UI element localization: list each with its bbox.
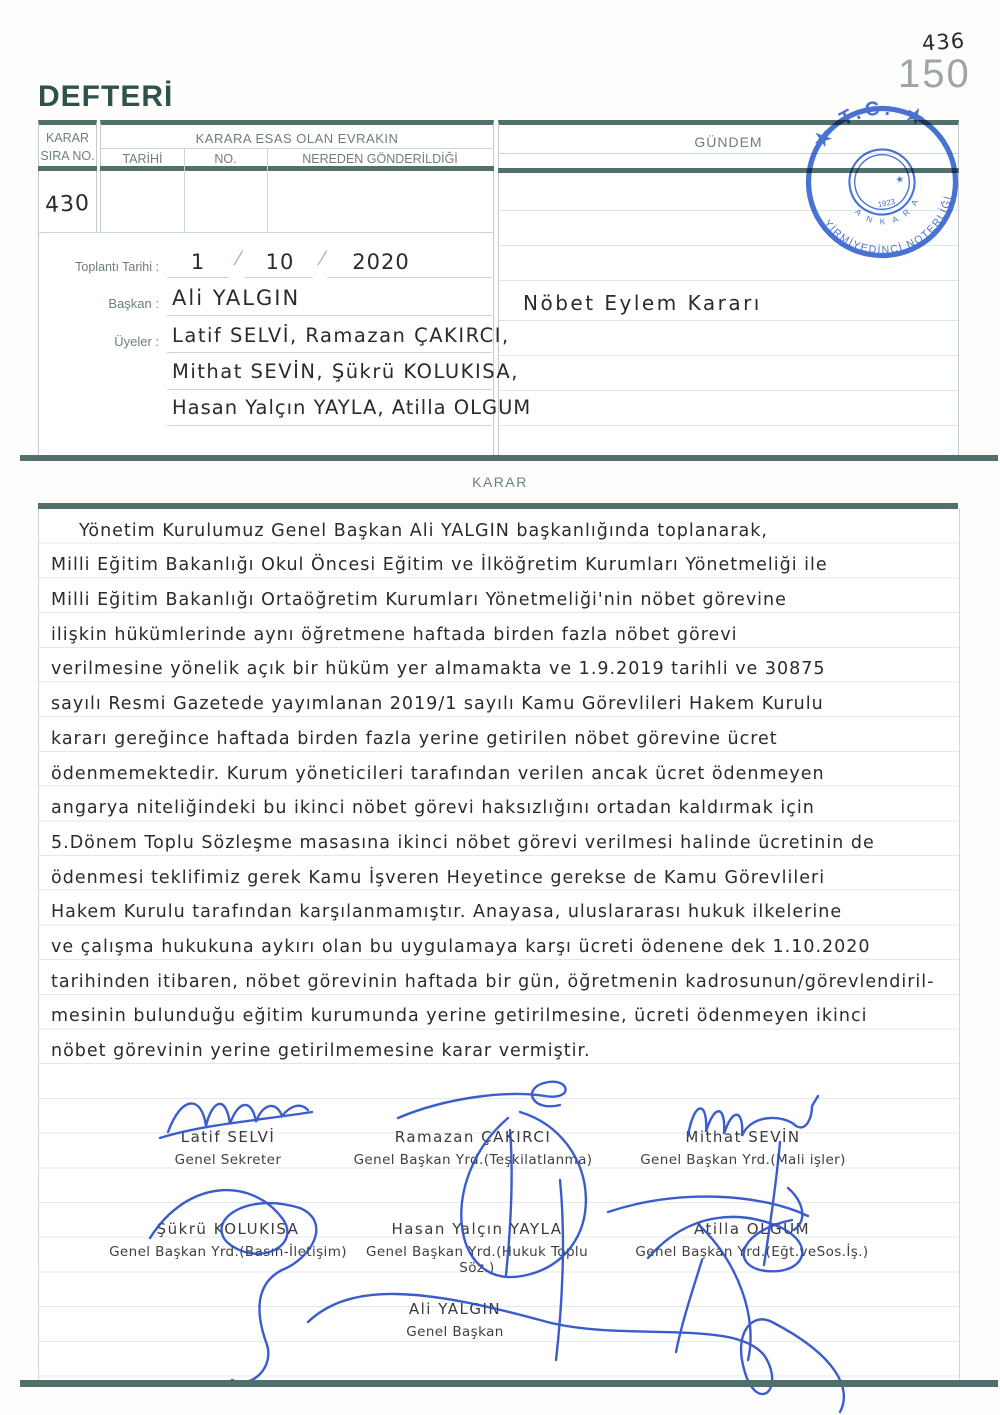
signatory-title: Genel Başkan Yrd.(Teşkilatlanma) [353,1152,593,1168]
decision-line: verilmesine yönelik açık bir hüküm yer almamakta ve 1.9.2019 tarihli ve 30875 [51,659,826,680]
signature-ali-yalgin-ink [308,1180,844,1412]
members-line: Latif SELVİ, Ramazan ÇAKIRCI, [172,324,510,347]
chairman-label: Başkan : [108,296,159,311]
signatory-name: Mithat SEVİN [685,1128,801,1146]
signatory-title: Genel Başkan Yrd.(Hukuk Toplu Söz.) [365,1244,589,1276]
meeting-date-day: 1 [190,250,206,274]
column-header-tarihi: TARİHİ [122,152,163,166]
decision-line: angarya niteliğindeki bu ikinci nöbet görevi haksızlığını ortadan kaldırmak için [51,798,815,819]
stamp-office-text: YİRMİYEDİNCİ NOTERLİĞİ [821,193,955,257]
column-header-karar: KARAR [45,131,90,145]
divider-bar [38,166,97,171]
ruled-line [499,320,958,321]
decision-line: Yönetim Kurulumuz Genel Başkan Ali YALGIN başkanlığında toplanarak, [79,520,768,541]
ruled-line [499,390,958,391]
members-line: Mithat SEVİN, Şükrü KOLUKISA, [172,360,519,383]
field-underline [327,277,492,278]
decision-line: kararı gereğince haftada birden fazla yerine getirilen nöbet görevine ücret [51,728,778,749]
ruled-line [499,355,958,356]
column-header-no: NO. [214,152,237,166]
section-bar-top [20,455,998,461]
header-divider [101,148,493,149]
ruled-line [499,425,958,426]
meeting-date-month: 10 [265,250,295,274]
meeting-date-year: 2020 [352,250,410,274]
field-underline [167,277,229,278]
svg-text:★ T.C. ★ [803,86,935,155]
decision-line: ve çalışma hukukuna aykırı olan bu uygulamaya karşı ücreti ödenene dek 1.10.2020 [51,936,871,957]
divider-bar [100,166,494,171]
signatory-name: Hasan Yalçın YAYLA [391,1220,563,1238]
stamp-outer-ring [795,95,969,269]
notary-stamp [782,82,981,281]
decision-line: ilişkin hükümlerinde aynı öğretmene haftada birden fazla nöbet görevi [51,624,738,645]
decision-line: ödenmemektedir. Kurum yöneticileri tarafından verilen ancak ücret ödenmeyen [51,763,825,784]
meeting-date-label: Toplantı Tarihi : [75,260,159,274]
decision-line: Milli Eğitim Bakanlığı Okul Öncesi Eğitim ve İlköğretim Kurumları Yönetmeliği ile [51,555,828,576]
agenda-header: GÜNDEM [694,134,763,150]
meeting-info-area [38,232,532,456]
handwritten-page-number: 436 [921,28,966,56]
stamp-year: 1923 [877,196,896,210]
date-separator: / [315,248,329,270]
page-bottom-bar [20,1380,998,1387]
signature-sukru-kolukisa-ink [150,1190,316,1382]
chairman-value: Ali YALGIN [172,286,301,310]
star-icon: ★ [894,173,906,187]
signatory-name: Ramazan ÇAKIRCI [394,1128,552,1146]
row-divider [38,232,494,233]
decision-line: ödenmesi teklifimiz gerek Kamu İşveren Heyetince gerekse de Kamu Görevlileri [51,867,826,888]
decision-number-value: 430 [44,190,91,219]
decision-number-column [38,120,97,238]
agenda-entry: Nöbet Eylem Kararı [523,291,762,315]
stamp-city-text: A N K A R A [853,195,922,227]
field-underline [167,315,492,316]
signature-ramazan-cakirci-ink [398,1082,586,1277]
ruled-line [499,280,958,281]
crescent-icon [869,162,894,201]
signatory-title: Genel Başkan Yrd.(Basın-İletişim) [109,1244,347,1260]
date-separator: / [231,248,245,270]
field-underline [245,277,313,278]
source-document-table [100,120,494,238]
signatory-name: Ali YALGIN [408,1300,502,1318]
field-underline [167,389,492,390]
decision-line: sayılı Resmi Gazetede yayımlanan 2019/1 sayılı Kamu Görevlileri Hakem Kurulu [51,694,824,715]
signatory-name: Latif SELVİ [180,1128,276,1146]
signatory-title: Genel Başkan [406,1324,504,1340]
signatory-name: Şükrü KOLUKISA [156,1220,300,1238]
decision-line: tarihinden itibaren, nöbet görevinin haftada bir gün, öğretmenin kadrosunun/görevlendiril- [51,971,935,992]
decision-text [51,511,953,1066]
column-header-sira-no: SIRA NO. [40,149,95,163]
printed-page-number: 150 [898,52,971,96]
decision-line: Milli Eğitim Bakanlığı Ortaöğretim Kurumları Yönetmeliği'nin nöbet görevine [51,590,787,611]
decision-line: Hakem Kurulu tarafından karşılanmamıştır. Anayasa, uluslararası hukuk ilkelerine [51,902,843,923]
signatory-name: Atilla OLGUM [693,1220,811,1238]
signature-ink-overlay [0,1060,1000,1415]
signatory-title: Genel Başkan Yrd.(Eğt.veSos.İş.) [635,1244,869,1260]
decision-section-header: KARAR [472,474,528,490]
field-underline [167,425,492,426]
decision-line: 5.Dönem Toplu Sözleşme masasına ikinci nöbet görevi verilmesi halinde ücretinin de [51,832,875,853]
evrak-group-header: KARARA ESAS OLAN EVRAKIN [195,131,399,146]
field-underline [167,352,492,353]
members-line: Hasan Yalçın YAYLA, Atilla OLGUM [172,396,532,419]
signature-latif-selvi-ink [160,1103,312,1138]
decision-line: mesinin bulunduğu eğitim kurumunda yerine getirilmesine, ücreti ödenmeyen ikinci [51,1006,868,1027]
column-line [267,148,268,237]
stamp-top-text: ★ T.C. ★ [808,97,932,153]
signatory-title: Genel Sekreter [174,1152,282,1168]
column-line [184,148,185,237]
members-label: Üyeler : [114,334,159,349]
page-title: DEFTERİ [38,80,174,113]
decision-line: nöbet görevinin yerine getirilmemesine karar vermiştir. [51,1041,591,1061]
signatory-title: Genel Başkan Yrd.(Mali işler) [640,1152,846,1168]
column-header-nereden: NEREDEN GÖNDERİLDİĞİ [302,152,458,166]
